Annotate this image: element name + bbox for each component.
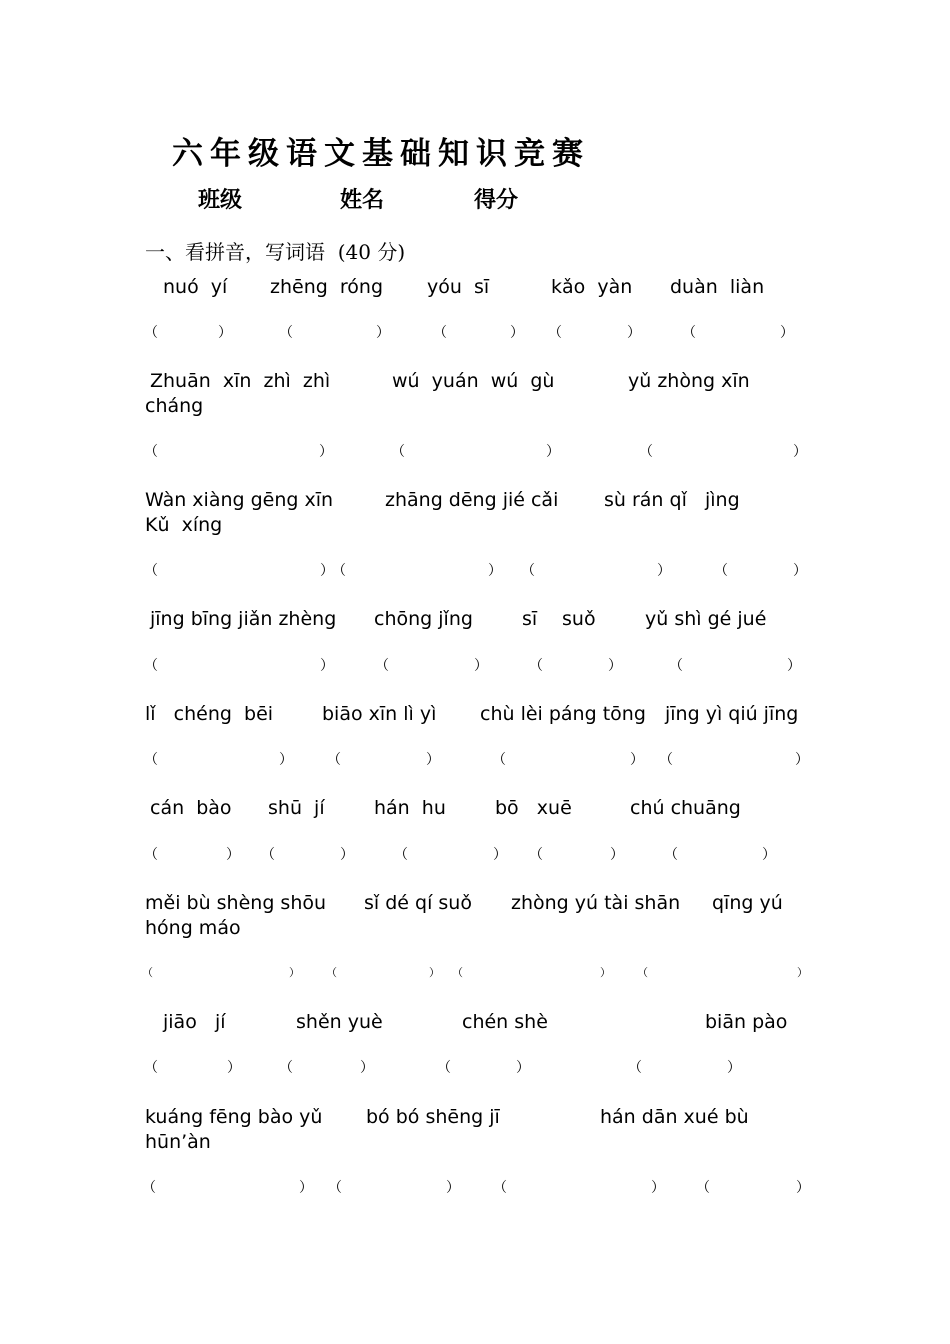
answer-blank-open[interactable]: （ xyxy=(529,658,543,674)
pinyin-item: sù rán qǐ jìng xyxy=(604,489,740,511)
answer-blank-close[interactable]: ） xyxy=(488,563,502,579)
answer-blank-close[interactable]: ） xyxy=(793,444,807,460)
answer-blank-close[interactable]: ） xyxy=(793,563,807,579)
pinyin-item: yǔ zhòng xīn xyxy=(628,370,750,392)
pinyin-item: zhēng róng xyxy=(270,276,384,298)
pinyin-item: Wàn xiàng gēng xīn xyxy=(145,489,334,511)
pinyin-item: duàn liàn xyxy=(670,276,765,298)
pinyin-item: bó bó shēng jī xyxy=(366,1106,500,1128)
pinyin-item-wrap: hóng máo xyxy=(145,917,241,939)
answer-blank-open[interactable]: （ xyxy=(628,1060,642,1076)
answer-blank-open[interactable]: （ xyxy=(437,1060,451,1076)
pinyin-item: wú yuán wú gù xyxy=(392,370,555,392)
pinyin-item: lǐ chéng bēi xyxy=(145,703,274,725)
pinyin-item: jīng bīng jiǎn zhèng xyxy=(150,608,337,630)
answer-blank-close[interactable]: ） xyxy=(376,325,390,341)
pinyin-item: cán bào xyxy=(150,797,232,819)
answer-blank-open[interactable]: （ xyxy=(142,1180,156,1196)
answer-blank-open[interactable]: （ xyxy=(144,325,158,341)
pinyin-item: biān pào xyxy=(705,1011,788,1033)
pinyin-item: sǐ dé qí suǒ xyxy=(364,892,472,914)
pinyin-item: kuáng fēng bào yǔ xyxy=(145,1106,323,1128)
answer-blank-open[interactable]: （ xyxy=(452,966,463,979)
pinyin-item: qīng yú xyxy=(712,892,783,914)
answer-blank-close[interactable]: ） xyxy=(446,1180,460,1196)
answer-blank-close[interactable]: ） xyxy=(546,444,560,460)
pinyin-item: chōng jǐng xyxy=(374,608,473,630)
answer-blank-close[interactable]: ） xyxy=(360,1060,374,1076)
answer-blank-close[interactable]: ） xyxy=(429,966,440,979)
answer-blank-close[interactable]: ） xyxy=(320,563,334,579)
answer-blank-open[interactable]: （ xyxy=(375,658,389,674)
answer-blank-open[interactable]: （ xyxy=(144,1060,158,1076)
answer-blank-close[interactable]: ） xyxy=(279,752,293,768)
answer-blank-open[interactable]: （ xyxy=(279,1060,293,1076)
answer-blank-close[interactable]: ） xyxy=(320,658,334,674)
name-label: 姓名 xyxy=(340,187,385,213)
pinyin-item: hán hu xyxy=(374,797,446,819)
answer-blank-open[interactable]: （ xyxy=(682,325,696,341)
answer-blank-close[interactable]: ） xyxy=(426,752,440,768)
answer-blank-close[interactable]: ） xyxy=(796,1180,810,1196)
answer-blank-close[interactable]: ） xyxy=(299,1180,313,1196)
answer-blank-close[interactable]: ） xyxy=(651,1180,665,1196)
answer-blank-open[interactable]: （ xyxy=(493,1180,507,1196)
answer-blank-open[interactable]: （ xyxy=(664,847,678,863)
answer-blank-open[interactable]: （ xyxy=(529,847,543,863)
answer-blank-open[interactable]: （ xyxy=(696,1180,710,1196)
answer-blank-close[interactable]: ） xyxy=(627,325,641,341)
answer-blank-open[interactable]: （ xyxy=(326,966,337,979)
pinyin-item: hán dān xué bù xyxy=(600,1106,749,1128)
answer-blank-open[interactable]: （ xyxy=(659,752,673,768)
pinyin-item: zhòng yú tài shān xyxy=(511,892,681,914)
answer-blank-open[interactable]: （ xyxy=(669,658,683,674)
page-title: 六年级语文基础知识竞赛 xyxy=(172,136,590,172)
answer-blank-open[interactable]: （ xyxy=(433,325,447,341)
pinyin-item: měi bù shèng shōu xyxy=(145,892,327,914)
answer-blank-close[interactable]: ） xyxy=(227,1060,241,1076)
class-label: 班级 xyxy=(198,187,243,213)
pinyin-item: bō xuē xyxy=(495,797,572,819)
answer-blank-open[interactable]: （ xyxy=(391,444,405,460)
pinyin-item-wrap: cháng xyxy=(145,395,204,417)
answer-blank-open[interactable]: （ xyxy=(144,563,158,579)
answer-blank-close[interactable]: ） xyxy=(608,658,622,674)
answer-blank-open[interactable]: （ xyxy=(521,563,535,579)
answer-blank-open[interactable]: （ xyxy=(394,847,408,863)
answer-blank-close[interactable]: ） xyxy=(610,847,624,863)
answer-blank-open[interactable]: （ xyxy=(144,752,158,768)
pinyin-item: chù lèi páng tōng xyxy=(480,703,646,725)
answer-blank-open[interactable]: （ xyxy=(332,563,346,579)
answer-blank-close[interactable]: ） xyxy=(516,1060,530,1076)
answer-blank-close[interactable]: ） xyxy=(493,847,507,863)
answer-blank-close[interactable]: ） xyxy=(787,658,801,674)
pinyin-item: suǒ xyxy=(562,608,596,630)
answer-blank-close[interactable]: ） xyxy=(795,752,809,768)
pinyin-item: zhāng dēng jié cǎi xyxy=(385,489,559,511)
answer-blank-open[interactable]: （ xyxy=(144,444,158,460)
answer-blank-close[interactable]: ） xyxy=(727,1060,741,1076)
answer-blank-open[interactable]: （ xyxy=(261,847,275,863)
answer-blank-close[interactable]: ） xyxy=(780,325,794,341)
answer-blank-close[interactable]: ） xyxy=(510,325,524,341)
pinyin-item-wrap: Kǔ xíng xyxy=(145,514,223,536)
answer-blank-open[interactable]: （ xyxy=(279,325,293,341)
answer-blank-close[interactable]: ） xyxy=(657,563,671,579)
answer-blank-close[interactable]: ） xyxy=(226,847,240,863)
answer-blank-open[interactable]: （ xyxy=(637,966,648,979)
pinyin-item: yǔ shì gé jué xyxy=(645,608,767,630)
answer-blank-close[interactable]: ） xyxy=(340,847,354,863)
answer-blank-open[interactable]: （ xyxy=(144,847,158,863)
pinyin-item: nuó yí xyxy=(163,276,228,298)
pinyin-item: sī xyxy=(522,608,538,630)
score-label: 得分 xyxy=(474,187,519,213)
pinyin-item: chén shè xyxy=(462,1011,548,1033)
answer-blank-open[interactable]: （ xyxy=(548,325,562,341)
answer-blank-open[interactable]: （ xyxy=(639,444,653,460)
pinyin-item: shū jí xyxy=(268,797,325,819)
pinyin-item: jiāo jí xyxy=(163,1011,226,1033)
answer-blank-close[interactable]: ） xyxy=(474,658,488,674)
answer-blank-close[interactable]: ） xyxy=(762,847,776,863)
answer-blank-open[interactable]: （ xyxy=(327,752,341,768)
answer-blank-close[interactable]: ） xyxy=(630,752,644,768)
answer-blank-open[interactable]: （ xyxy=(714,563,728,579)
answer-blank-close[interactable]: ） xyxy=(319,444,333,460)
answer-blank-close[interactable]: ） xyxy=(797,966,808,979)
section-heading: 一、看拼音，写词语 (40 分) xyxy=(145,240,406,264)
answer-blank-open[interactable]: （ xyxy=(492,752,506,768)
answer-blank-close[interactable]: ） xyxy=(218,325,232,341)
pinyin-item: kǎo yàn xyxy=(551,276,633,298)
pinyin-item: shěn yuè xyxy=(296,1011,383,1033)
answer-blank-open[interactable]: （ xyxy=(142,966,153,979)
answer-blank-close[interactable]: ） xyxy=(600,966,611,979)
pinyin-item: biāo xīn lì yì xyxy=(322,703,437,725)
pinyin-item: jīng yì qiú jīng xyxy=(665,703,799,725)
pinyin-item: chú chuāng xyxy=(630,797,741,819)
pinyin-item: Zhuān xīn zhì zhì xyxy=(150,370,331,392)
answer-blank-open[interactable]: （ xyxy=(144,658,158,674)
answer-blank-close[interactable]: ） xyxy=(289,966,300,979)
pinyin-item-wrap: hūn’àn xyxy=(145,1131,211,1153)
answer-blank-open[interactable]: （ xyxy=(328,1180,342,1196)
pinyin-item: yóu sī xyxy=(427,276,490,298)
